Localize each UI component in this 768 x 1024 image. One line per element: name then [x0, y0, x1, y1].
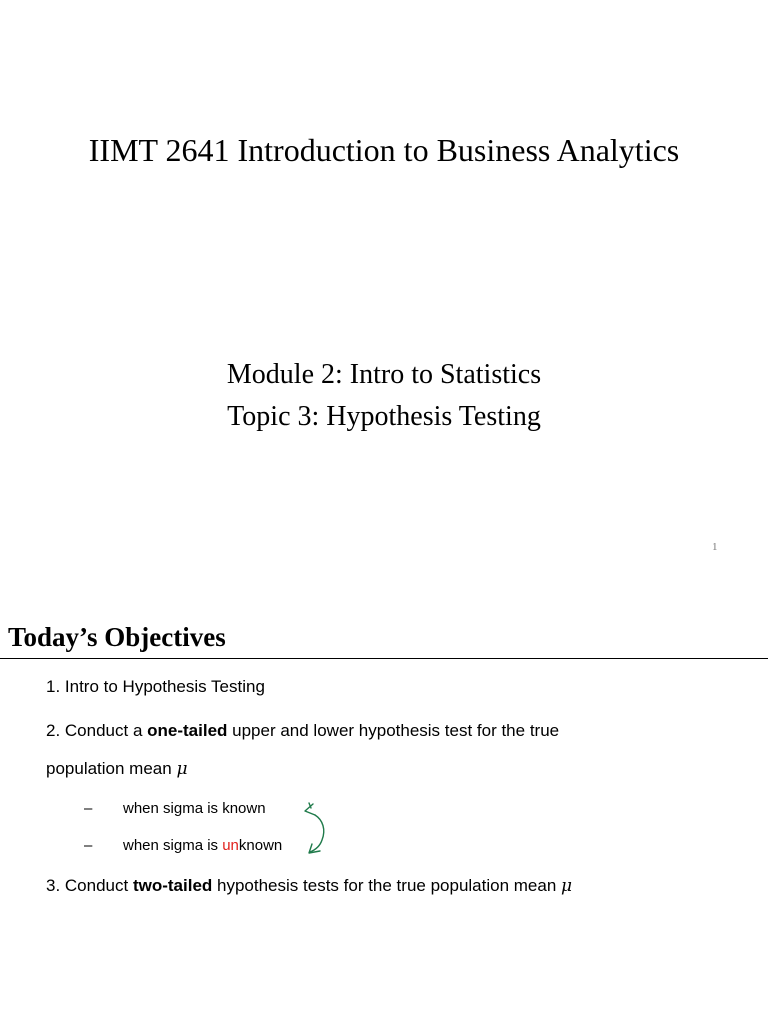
sub-item-sigma-unknown	[84, 836, 282, 856]
sub-item-unknown-suffix: known	[238, 837, 283, 854]
objective-item-1: 1. Intro to Hypothesis Testing	[46, 677, 265, 696]
page-number: 1	[712, 541, 718, 553]
mu-symbol: μ	[561, 876, 573, 896]
objective-2-line2-text: population mean	[46, 759, 177, 778]
topic-line: Topic 3: Hypothesis Testing	[227, 401, 541, 432]
heading-divider	[0, 658, 768, 659]
objective-2-bold: one-tailed	[147, 721, 228, 740]
objective-3-prefix: 3. Conduct	[46, 876, 133, 895]
objective-2-prefix: 2. Conduct a	[46, 721, 148, 740]
sub-item-known-text: when sigma is known	[123, 800, 266, 817]
objective-item-2	[46, 720, 559, 742]
dash-bullet: –	[84, 800, 93, 817]
highlight-un: un	[222, 837, 239, 854]
hand-drawn-bracket-arrow-icon	[296, 794, 336, 862]
objective-3-suffix: hypothesis tests for the true population mean	[212, 876, 562, 895]
objective-item-2-line2	[46, 758, 188, 780]
objective-3-bold: two-tailed	[132, 876, 213, 895]
dash-bullet: –	[84, 837, 93, 854]
sub-item-sigma-known	[84, 799, 266, 819]
objective-2-suffix: upper and lower hypothesis test for the true	[227, 721, 560, 740]
module-line: Module 2: Intro to Statistics	[226, 359, 542, 390]
objectives-heading: Today’s Objectives	[8, 622, 226, 652]
subtitle-block	[0, 354, 768, 438]
objectives-slide	[0, 580, 768, 1024]
course-title: IIMT 2641 Introduction to Business Analytics	[88, 132, 680, 168]
sub-item-unknown-prefix: when sigma is	[123, 837, 223, 854]
mu-symbol: μ	[176, 759, 188, 779]
objective-item-3	[46, 875, 572, 897]
